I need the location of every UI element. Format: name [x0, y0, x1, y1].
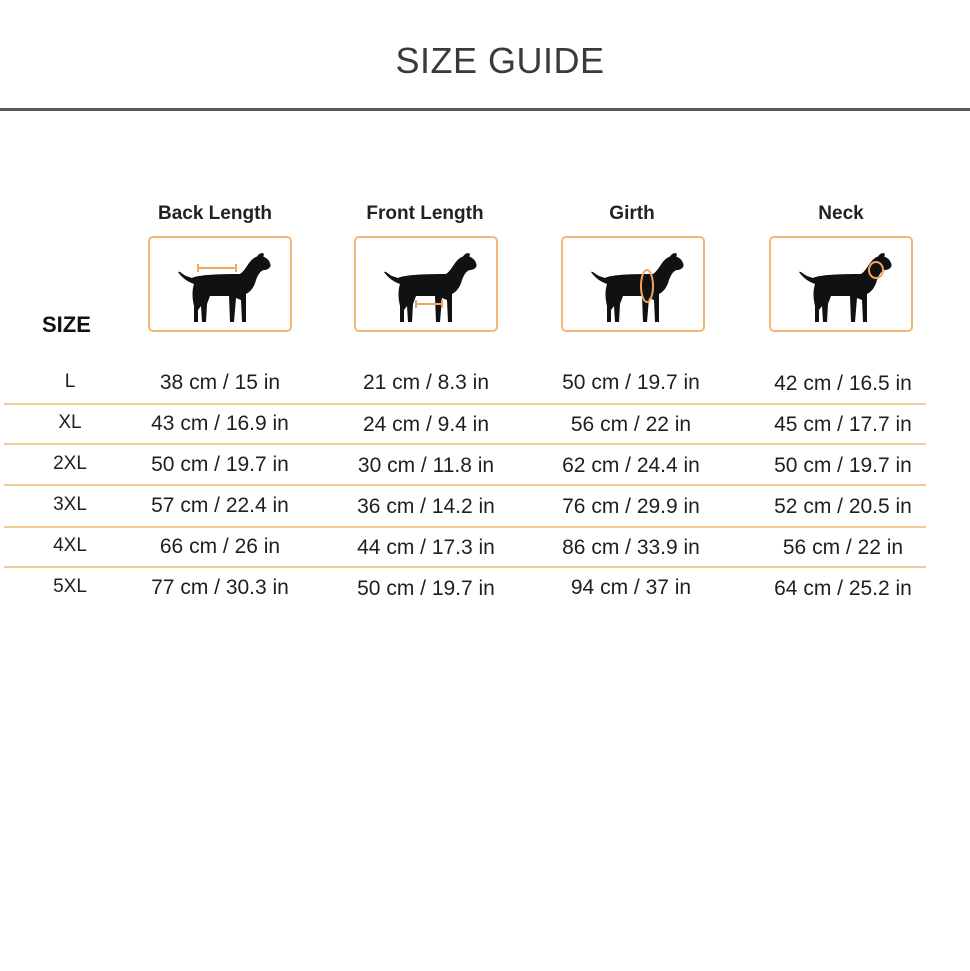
title-divider	[0, 108, 970, 111]
table-cell: 56 cm / 22 in	[782, 536, 904, 559]
table-cell: 21 cm / 8.3 in	[362, 371, 490, 394]
table-cell: 66 cm / 26 in	[159, 535, 281, 558]
table-cell: 24 cm / 9.4 in	[362, 413, 490, 436]
size-cell-xl: XL	[58, 412, 82, 433]
girth-icon-box	[561, 236, 705, 332]
table-cell: 44 cm / 17.3 in	[357, 536, 495, 559]
table-cell: 62 cm / 24.4 in	[562, 454, 700, 477]
back-length-icon-box	[148, 236, 292, 332]
row-divider	[4, 443, 926, 445]
table-cell: 56 cm / 22 in	[570, 413, 692, 436]
table-cell: 50 cm / 19.7 in	[774, 454, 912, 477]
size-cell-3xl: 3XL	[53, 494, 87, 515]
size-cell-4xl: 4XL	[53, 535, 87, 556]
row-divider	[4, 403, 926, 405]
dog-back-length-icon	[170, 244, 274, 328]
table-cell: 52 cm / 20.5 in	[774, 495, 912, 518]
table-cell: 50 cm / 19.7 in	[151, 453, 289, 476]
table-cell: 94 cm / 37 in	[570, 576, 692, 599]
dog-girth-icon	[583, 244, 687, 328]
column-header-girth: Girth	[609, 203, 655, 224]
page-title: SIZE GUIDE	[395, 40, 605, 81]
column-header-back-length: Back Length	[157, 203, 273, 224]
column-header-neck: Neck	[818, 203, 864, 224]
row-divider	[4, 484, 926, 486]
table-cell: 77 cm / 30.3 in	[151, 576, 289, 599]
table-cell: 45 cm / 17.7 in	[774, 413, 912, 436]
size-cell-2xl: 2XL	[53, 453, 87, 474]
table-cell: 50 cm / 19.7 in	[562, 371, 700, 394]
table-cell: 43 cm / 16.9 in	[151, 412, 289, 435]
table-cell: 36 cm / 14.2 in	[357, 495, 495, 518]
column-header-front-length: Front Length	[366, 203, 484, 224]
dog-neck-icon	[791, 244, 895, 328]
dog-front-length-icon	[376, 244, 480, 328]
table-cell: 50 cm / 19.7 in	[357, 577, 495, 600]
size-cell-5xl: 5XL	[53, 576, 87, 597]
table-cell: 57 cm / 22.4 in	[151, 494, 289, 517]
row-divider	[4, 526, 926, 528]
table-cell: 42 cm / 16.5 in	[774, 372, 912, 395]
table-cell: 86 cm / 33.9 in	[562, 536, 700, 559]
size-cell-l: L	[64, 371, 76, 392]
table-cell: 64 cm / 25.2 in	[774, 577, 912, 600]
table-cell: 38 cm / 15 in	[159, 371, 281, 394]
table-cell: 76 cm / 29.9 in	[562, 495, 700, 518]
table-cell: 30 cm / 11.8 in	[357, 454, 495, 477]
row-divider	[4, 566, 926, 568]
neck-icon-box	[769, 236, 913, 332]
size-column-header: SIZE	[42, 312, 91, 337]
front-length-icon-box	[354, 236, 498, 332]
